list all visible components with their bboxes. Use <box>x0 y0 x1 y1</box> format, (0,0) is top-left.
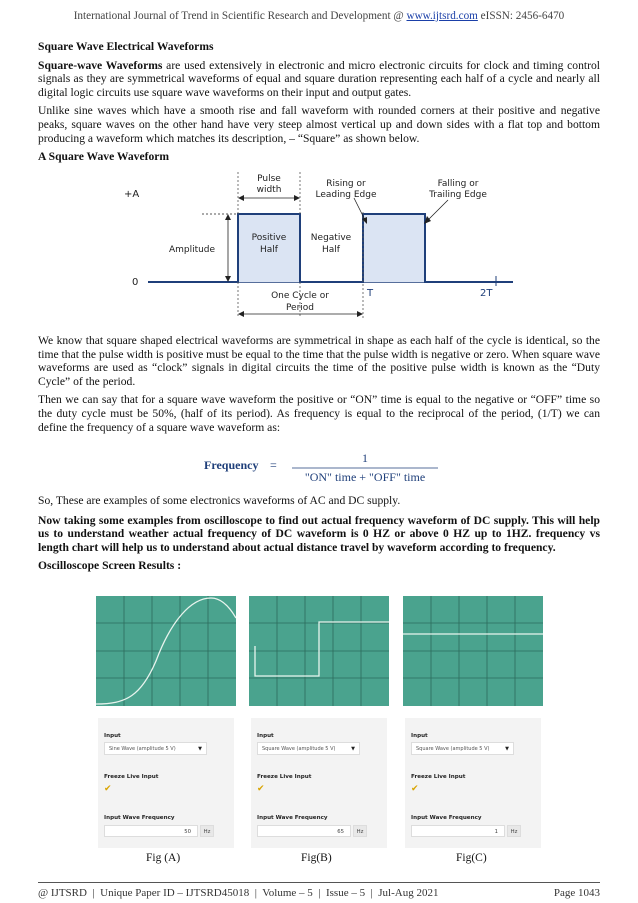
input-select-value: Sine Wave (amplitude 5 V) <box>109 746 176 752</box>
frequency-label: Input Wave Frequency <box>411 815 482 821</box>
formula-numerator: 1 <box>362 452 368 465</box>
freeze-label: Freeze Live Input <box>257 774 312 780</box>
leading-edge-pointer <box>354 198 365 220</box>
article-body <box>38 40 600 169</box>
running-header <box>0 10 638 22</box>
running-footer <box>38 887 600 899</box>
caption-fig-b: Fig(B) <box>301 852 332 864</box>
paragraph-5: So, These are examples of some electronics waveforms of AC and DC supply. <box>38 494 401 507</box>
frequency-label: Input Wave Frequency <box>104 815 175 821</box>
input-select[interactable] <box>257 742 360 755</box>
label-negative-half: Half <box>322 245 340 255</box>
input-select[interactable] <box>411 742 514 755</box>
article-body-3 <box>38 494 600 578</box>
frequency-input[interactable]: 1 <box>411 825 505 837</box>
amplitude-arrow-head-top <box>225 214 231 220</box>
frequency-label: Input Wave Frequency <box>257 815 328 821</box>
label-amplitude: Amplitude <box>168 245 216 255</box>
journal-url-link[interactable]: www.ijtsrd.com <box>406 10 478 22</box>
label-leading-edge: Leading Edge <box>315 190 377 200</box>
frequency-unit: Hz <box>353 825 367 837</box>
figure-title: A Square Wave Waveform <box>38 150 170 164</box>
label-positive: Positive <box>251 233 287 243</box>
paragraph-2: Unlike sine waves which have a smooth rise and fall waveform with rounded corners at their positive and negative peaks, square waves on the other hand have very steep almost vertical up and down sides with a flat top and bottom producing a waveform which matches its description, – “Square” as shown below. <box>38 104 600 145</box>
page-number: Page 1043 <box>553 887 600 899</box>
scope-screen-a <box>96 596 236 706</box>
label-zero: 0 <box>132 277 139 288</box>
label-plus-a: +A <box>124 189 140 200</box>
scope-screen-b <box>249 596 389 706</box>
input-select-value: Square Wave (amplitude 5 V) <box>416 746 490 752</box>
article-body-2 <box>38 334 600 439</box>
paragraph-1-lead: Square-wave Waveforms <box>38 58 163 72</box>
label-2t: 2T <box>480 288 493 299</box>
input-select[interactable] <box>104 742 207 755</box>
pulse-width-arrow-right <box>294 195 300 201</box>
label-t: T <box>367 288 374 299</box>
frequency-unit: Hz <box>200 825 214 837</box>
chevron-down-icon: ▼ <box>351 746 355 752</box>
label-negative: Negative <box>310 233 352 243</box>
paragraph-4: Then we can say that for a square wave waveform the positive or “ON” time is equal to the negative or “OFF” time so the duty cycle must be 50%, (half of its period). As frequency is equal to the reciprocal of the period, (1/T) we can define the frequency of a square wave waveform as: <box>38 393 600 434</box>
input-select-value: Square Wave (amplitude 5 V) <box>262 746 336 752</box>
scope-screen-c <box>403 596 543 706</box>
freeze-checkbox[interactable]: ✔ <box>257 784 265 794</box>
paragraph-1 <box>38 59 600 100</box>
formula-lhs: Frequency <box>204 458 259 472</box>
issn: eISSN: 2456-6470 <box>477 10 565 22</box>
freeze-label: Freeze Live Input <box>411 774 466 780</box>
square-wave-diagram <box>118 168 518 330</box>
label-width: width <box>256 185 282 195</box>
control-panel-c <box>405 718 541 848</box>
freeze-checkbox[interactable]: ✔ <box>411 784 419 794</box>
footer-paper-info: @ IJTSRD | Unique Paper ID – IJTSRD45018 | Volume – 5 | Issue – 5 | Jul-Aug 2021 <box>38 887 439 899</box>
paragraph-3: We know that square shaped electrical waveforms are symmetrical in shape as each half of the cycle is identical, so the time that the pulse width is positive must be equal to the time that the pulse width is negative or zero. When square wave waveforms are used as “clock” signals in digital circuits the time of the positive pulse width is known as the “Duty Cycle” of the period. <box>38 334 600 388</box>
period-arrow-right <box>357 311 363 317</box>
oscilloscope-title: Oscilloscope Screen Results : <box>38 559 182 573</box>
footer-rule <box>38 882 600 883</box>
positive-pulse-2 <box>363 214 425 282</box>
label-positive-half: Half <box>260 245 278 255</box>
paragraph-6: Now taking some examples from oscilloscope to find out actual frequency waveform of DC supply. This will help us to understand weather actual frequency of DC waveform is 0 HZ or above 0 HZ up to 1HZ. frequency vs length chart will help us to understand about actual distance travel by waveform according to frequency. <box>38 513 600 554</box>
label-rising: Rising or <box>326 179 366 189</box>
label-one-cycle: One Cycle or <box>271 291 329 301</box>
input-label: Input <box>257 733 274 739</box>
section-title: Square Wave Electrical Waveforms <box>38 40 214 53</box>
frequency-input[interactable]: 65 <box>257 825 351 837</box>
label-falling: Falling or <box>437 179 479 189</box>
journal-name: International Journal of Trend in Scientific Research and Development @ <box>73 10 407 22</box>
frequency-unit: Hz <box>507 825 521 837</box>
formula-eq: = <box>270 458 277 472</box>
freeze-label: Freeze Live Input <box>104 774 159 780</box>
caption-fig-c: Fig(C) <box>456 852 487 864</box>
label-period: Period <box>285 303 315 313</box>
control-panel-b <box>251 718 387 848</box>
label-pulse: Pulse <box>257 174 281 184</box>
formula-denominator: "ON" time + "OFF" time <box>304 470 426 484</box>
input-label: Input <box>104 733 121 739</box>
chevron-down-icon: ▼ <box>198 746 202 752</box>
input-label: Input <box>411 733 428 739</box>
label-trailing-edge: Trailing Edge <box>429 190 487 200</box>
frequency-input[interactable]: 50 <box>104 825 198 837</box>
paragraph-1-rest: are used extensively in electronic and micro electronic circuits for clock and timing control signals as they are symmetrical waveforms of equal and square duration representing each half of a cycle and nearly all digital logic circuits use square wave waveforms on their input and output gates. <box>38 58 600 99</box>
pulse-width-arrow-left <box>238 195 244 201</box>
control-panel-a <box>98 718 234 848</box>
period-arrow-left <box>238 311 244 317</box>
caption-fig-a: Fig (A) <box>146 852 181 864</box>
freeze-checkbox[interactable]: ✔ <box>104 784 112 794</box>
frequency-formula <box>200 452 460 484</box>
chevron-down-icon: ▼ <box>505 746 509 752</box>
trailing-edge-pointer <box>428 200 448 220</box>
